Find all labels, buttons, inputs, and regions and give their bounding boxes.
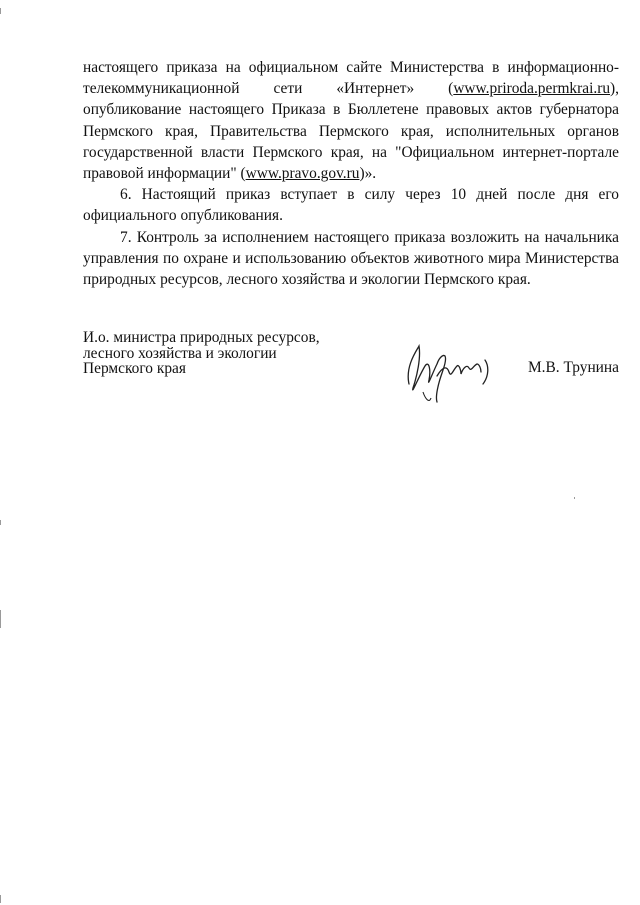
scan-artifact (0, 895, 1, 903)
signatory-title-line: лесного хозяйства и экологии (83, 344, 277, 362)
paragraph-5-continuation (83, 57, 619, 184)
scan-artifact (0, 520, 1, 525)
signatory-title (83, 330, 320, 377)
paragraph-7: 7. Контроль за исполнением настоящего приказа возложить на начальника управления по охране и использованию объектов животного мира Министерства природных ресурсов, лесного хозяйства и экологии Пермского края. (83, 228, 619, 289)
signature-block (83, 330, 619, 410)
ministry-website-link[interactable]: www.priroda.permkrai.ru (453, 80, 611, 98)
signatory-name: М.В. Трунина (527, 359, 619, 376)
paragraph-6: 6. Настоящий приказ вступает в силу через 10 дней после дня его официального опубликования. (83, 186, 619, 225)
scan-artifact (574, 497, 575, 499)
paragraph-text: ), опубликование настоящего Приказа в Бюллетене правовых актов губернатора Пермского края, Правительства Пермского края, исполнительных органов государственной власти Пермского края, на "Официальном интернет-портале правовой информации" ( (83, 80, 619, 183)
scan-artifact (0, 610, 1, 628)
handwritten-signature (395, 336, 495, 406)
signatory-title-line: И.о. министра природных ресурсов, (83, 329, 320, 346)
document-body (83, 57, 619, 290)
paragraph-text: )». (359, 165, 377, 183)
signatory-title-line: Пермского края (83, 360, 186, 377)
scan-artifact (0, 8, 1, 14)
pravo-website-link[interactable]: www.pravo.gov.ru (245, 165, 360, 183)
paragraph-text: настоящего приказа на официальном сайте Министерства в информационно-телекоммуникационной сети «Интернет» ( (83, 59, 619, 98)
